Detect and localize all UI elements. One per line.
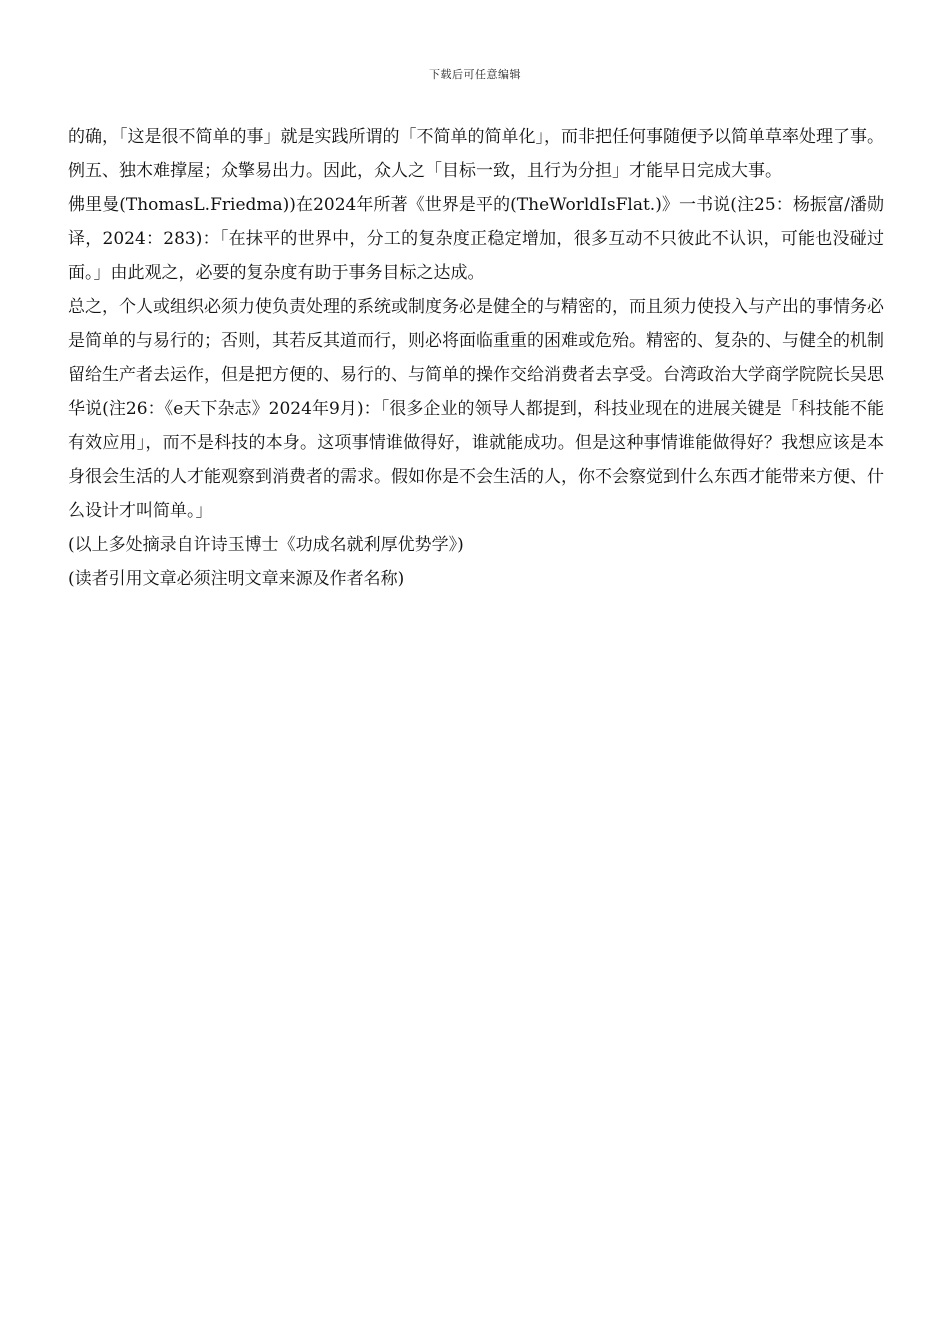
paragraph-conclusion: 总之，个人或组织必须力使负责处理的系统或制度务必是健全的与精密的，而且须力使投入与产出的事情务必是简单的与易行的；否则，其若反其道而行，则必将面临重重的困难或危殆。精密的、复杂的、与健全的机制留给生产者去运作，但是把方便的、易行的、与简单的操作交给消费者去享受。台湾政治大学商学院院长吴思华说(注26：《e天下杂志》2024年9月)：「很多企业的领导人都提到，科技业现在的进展关键是「科技能不能有效应用」，而不是科技的本身。这项事情谁做得好，谁就能成功。但是这种事情谁能做得好？我想应该是本身很会生活的人才能观察到消费者的需求。假如你是不会生活的人，你不会察觉到什么东西才能带来方便、什么设计才叫简单。」 [68, 297, 884, 521]
paragraph-friedman-quote: 佛里曼(ThomasL.Friedma))在2024年所著《世界是平的(TheWorldIsFlat.)》一书说(注25：杨振富/潘勋译，2024：283)：「在抹平的世界中，分工的复杂度正稳定增加，很多互动不只彼此不认识，可能也没碰过面。」由此观之，必要的复杂度有助于事务目标之达成。 [68, 195, 884, 283]
source-note: (以上多处摘录自许诗玉博士《功成名就利厚优势学》) [68, 535, 464, 555]
paragraph-simplification: 的确，「这是很不简单的事」就是实践所谓的「不简单的简单化」，而非把任何事随便予以简单草率处理了事。 [68, 127, 884, 147]
citation-notice: (读者引用文章必须注明文章来源及作者名称) [68, 569, 405, 589]
page-header: 下载后可任意编辑 [429, 68, 521, 81]
paragraph-example-five: 例五、独木难撑屋；众擎易出力。因此，众人之「目标一致，且行为分担」才能早日完成大事。 [68, 161, 782, 181]
document-body [68, 120, 884, 596]
